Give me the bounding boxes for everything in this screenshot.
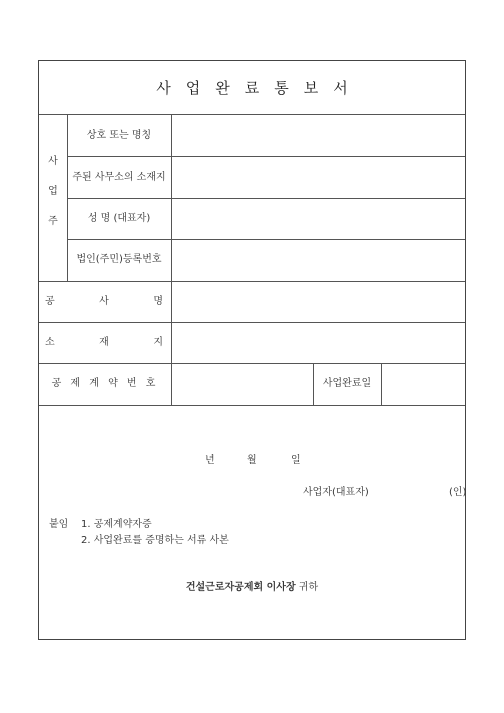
date-year: 년: [205, 455, 215, 466]
row-divider: [67, 156, 465, 157]
form-title: 사업완료통보서: [156, 79, 363, 97]
registration-number-label: 법인(주민)등록번호: [76, 254, 162, 265]
date-month: 월: [247, 455, 257, 466]
construction-name-label: 공 사 명: [45, 296, 163, 307]
row-divider: [67, 239, 465, 240]
contract-number-label: 공 제 계 약 번 호: [51, 378, 159, 389]
row-divider: [39, 281, 465, 282]
column-divider: [171, 114, 172, 405]
completion-notice-form: [38, 60, 466, 640]
addressee-suffix: 귀하: [298, 582, 319, 593]
row-divider: [39, 363, 465, 364]
addressee-org: 건설근로자공제회 이사장: [185, 582, 296, 593]
date-day: 일: [291, 455, 301, 466]
location-label: 소 재 지: [45, 337, 163, 348]
signer-label: 사업자(대표자): [303, 487, 369, 498]
office-address-label: 주된 사무소의 소재지: [72, 172, 166, 183]
row-divider: [39, 322, 465, 323]
seal-mark: (인): [449, 487, 467, 498]
addressee: [39, 582, 465, 594]
attachments-label: 붙임: [49, 519, 69, 530]
owner-section-label: 사 업 주: [48, 156, 58, 227]
business-name-label: 상호 또는 명칭: [86, 130, 152, 141]
attachment-item: 1. 공제계약자증: [81, 519, 152, 530]
representative-name-label: 성 명 (대표자): [87, 213, 151, 224]
column-divider: [381, 363, 382, 405]
attachment-item: 2. 사업완료를 증명하는 서류 사본: [81, 535, 229, 546]
row-divider: [39, 405, 465, 406]
row-divider: [39, 114, 465, 115]
row-divider: [67, 198, 465, 199]
completion-date-label: 사업완료일: [322, 378, 372, 389]
